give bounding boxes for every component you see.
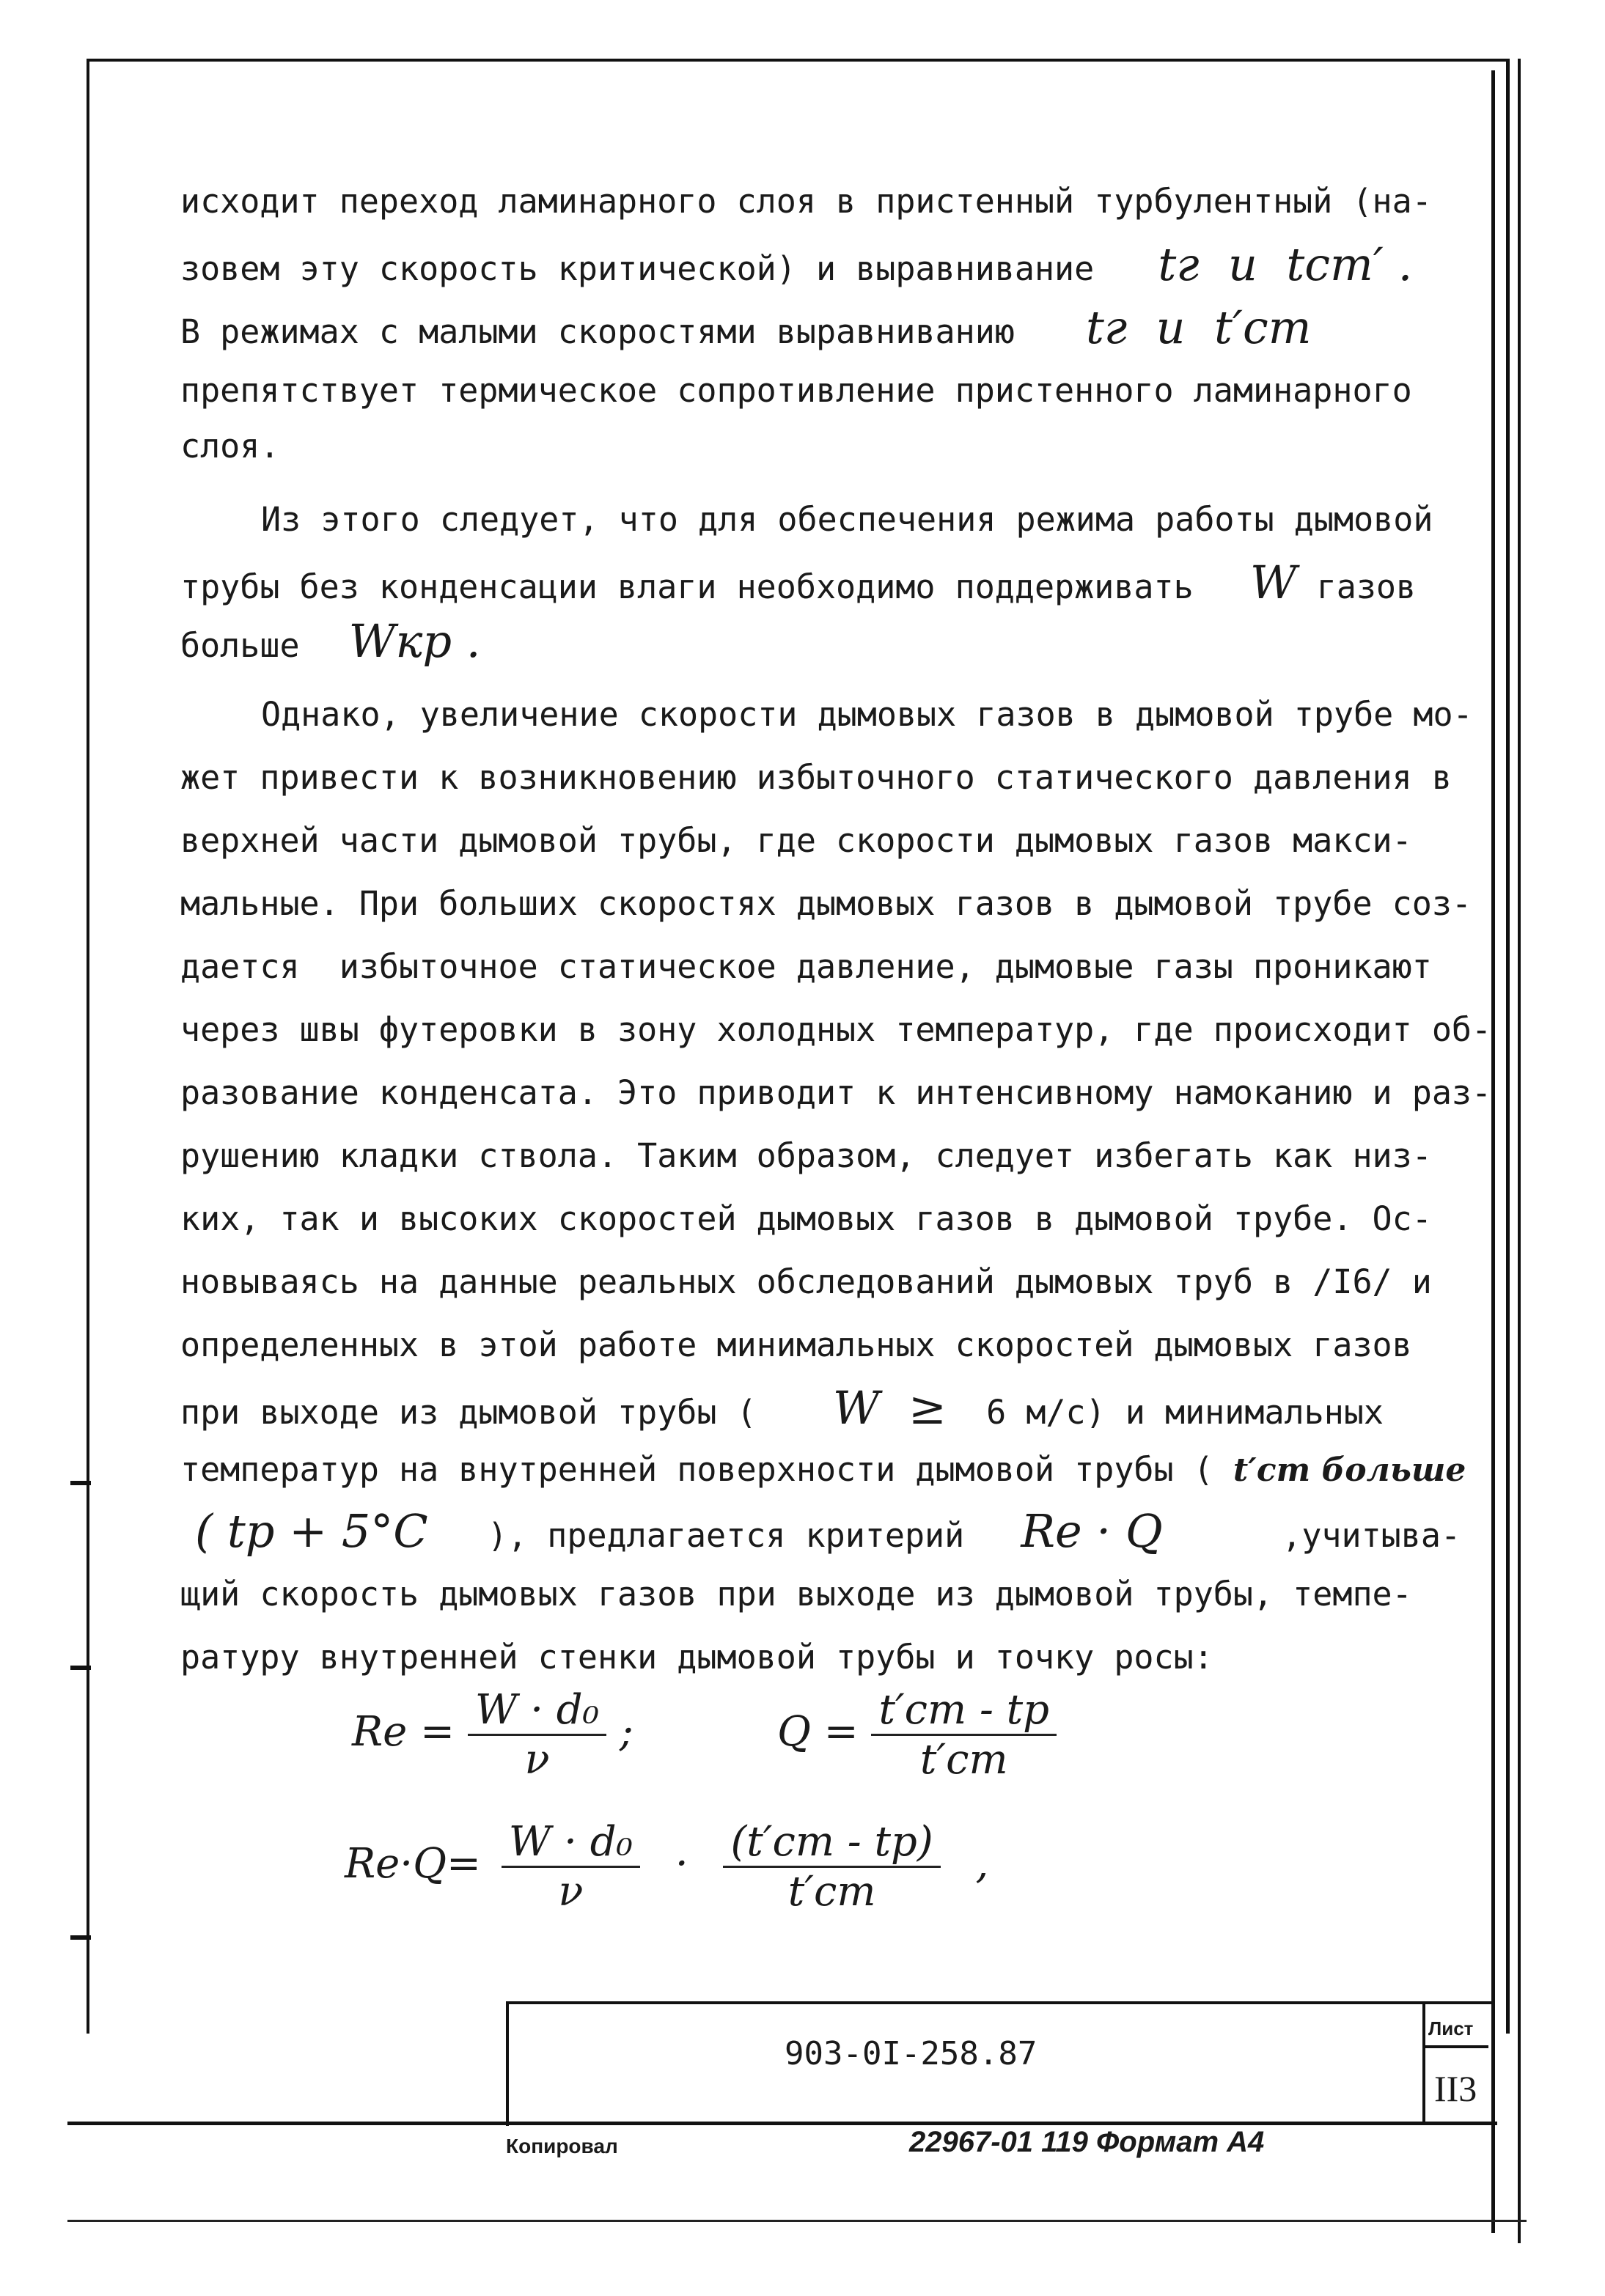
- handwritten-wall-temp: t′ст больше: [1233, 1451, 1466, 1489]
- text-line: определенных в этой работе минимальных скоростей дымовых газов: [180, 1325, 1412, 1364]
- text-line: верхней части дымовой трубы, где скорости дымовых газов макси-: [180, 821, 1412, 860]
- handwritten-critical-velocity: Wкр .: [348, 614, 481, 668]
- handwritten-variables: tг и t′ст: [1085, 301, 1312, 354]
- text-line: через швы футеровки в зону холодных температур, где происходит об-: [180, 1010, 1492, 1049]
- sheet-cell-divider: [1422, 2045, 1488, 2048]
- handwritten-dewpoint: ( tр + 5°C: [195, 1504, 428, 1558]
- text-line: дается избыточное статическое давление, дымовые газы проникают: [180, 947, 1432, 986]
- formula-q: Q = $\frac{t'ст - tр}{t'ст}$: [777, 1686, 1057, 1784]
- text-line: рушению кладки ствола. Таким образом, следует избегать как низ-: [180, 1136, 1432, 1175]
- sheet-label: Лист: [1428, 2017, 1474, 2039]
- text-line: Однако, увеличение скорости дымовых газов в дымовой трубе мо-: [261, 695, 1473, 734]
- text-line: при выходе из дымовой трубы ( W ≥ 6 м/с) и минимальных: [180, 1381, 1384, 1435]
- text-line: исходит переход ламинарного слоя в пристенный турбулентный (на-: [180, 182, 1432, 221]
- binding-tick: [70, 1935, 91, 1940]
- format-stamp: 22967-01 119 Формат А4: [909, 2126, 1265, 2158]
- formula-reynolds: Re = $\frac{\text{W · d₀}}{\nu}$ ;: [352, 1686, 633, 1784]
- text-line: разование конденсата. Это приводит к интенсивному намоканию и раз-: [180, 1073, 1492, 1112]
- text-line: щий скорость дымовых газов при выходе из дымовой трубы, темпе-: [180, 1575, 1412, 1614]
- text-line: препятствует термическое сопротивление пристенного ламинарного: [180, 371, 1412, 410]
- copied-by-label: Копировал: [506, 2135, 618, 2157]
- formula-re-q: Re·Q= $\frac{\text{W · d₀}}{\nu}$ · $\frac{(t'ст - tр)}{t'ст}$ ,: [345, 1818, 989, 1916]
- text-line: слоя.: [180, 427, 280, 466]
- text-line: ких, так и высоких скоростей дымовых газов в дымовой трубе. Ос-: [180, 1199, 1432, 1238]
- text-line: мальные. При больших скоростях дымовых газов в дымовой трубе соз-: [180, 884, 1472, 923]
- text-line: жет привести к возникновению избыточного статического давления в: [180, 758, 1452, 797]
- text-line: В режимах с малыми скоростями выравниванию tг и t′ст: [180, 301, 1312, 354]
- text-line: ( tр + 5°C ), предлагается критерий Re · Q ,учитыва-: [195, 1504, 1461, 1558]
- sheet-number: II3: [1434, 2068, 1477, 2109]
- text-line: новываясь на данные реальных обследований дымовых труб в /I6/ и: [180, 1262, 1432, 1301]
- handwritten-criterion: Re · Q: [1021, 1504, 1163, 1558]
- handwritten-variables: tг и tст′ .: [1158, 238, 1413, 291]
- handwritten-velocity-condition: W ≥: [832, 1381, 947, 1435]
- frame-inner-right-line: [1491, 70, 1495, 2233]
- text-line: ратуру внутренней стенки дымовой трубы и точку росы:: [180, 1638, 1213, 1677]
- text-line: температур на внутренней поверхности дымовой трубы ( t′ст больше: [180, 1450, 1466, 1489]
- handwritten-velocity: W: [1249, 556, 1297, 609]
- document-code: 903-0I-258.87: [785, 2035, 1037, 2072]
- binding-tick: [70, 1481, 91, 1485]
- binding-tick: [70, 1666, 91, 1670]
- frame-outer-right-line: [1518, 59, 1521, 2243]
- text-line: трубы без конденсации влаги необходимо поддерживать W газов: [180, 556, 1417, 609]
- text-line: зовем эту скорость критической) и выравнивание tг и tст′ .: [180, 238, 1413, 291]
- sheet-edge-line: [67, 2220, 1527, 2222]
- text-line: больше Wкр .: [180, 614, 481, 668]
- text-line: Из этого следует, что для обеспечения режима работы дымовой: [261, 500, 1433, 539]
